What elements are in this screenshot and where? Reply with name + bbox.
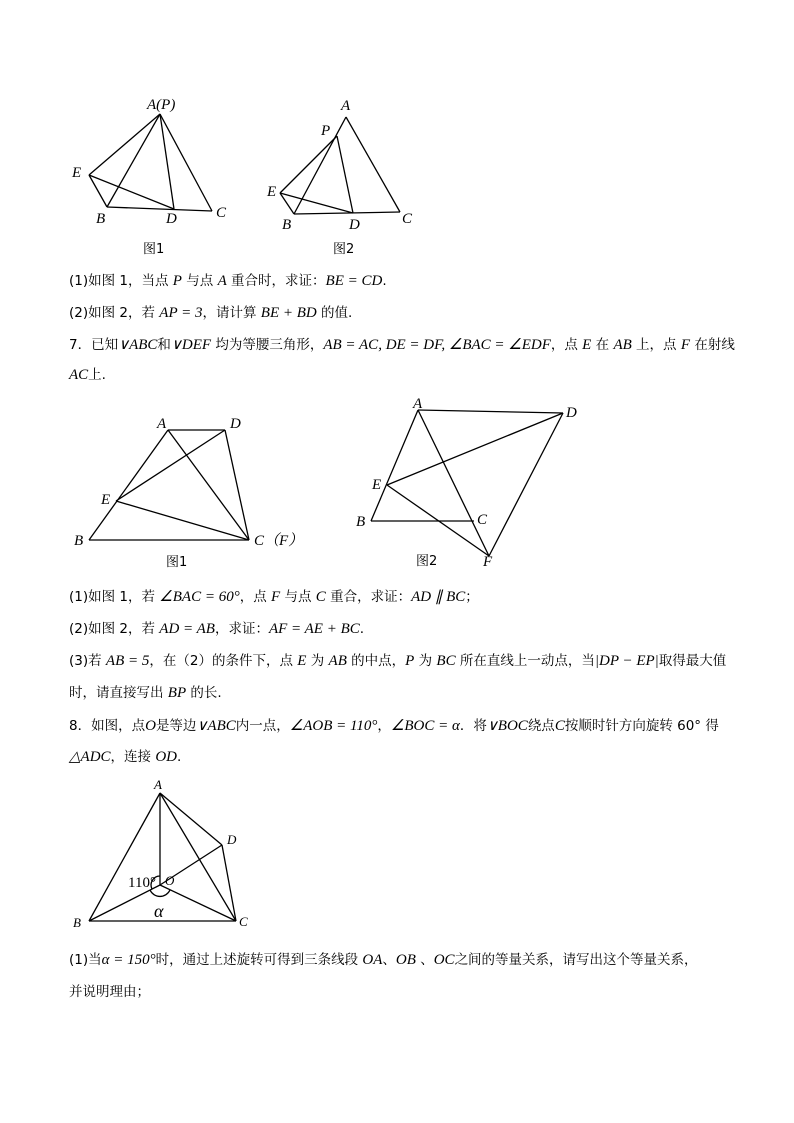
problem-7-statement-2: AC上. — [69, 367, 106, 383]
segment-DF — [489, 413, 563, 556]
label-A: A — [413, 396, 423, 412]
label-A-P: A(P) — [147, 97, 176, 113]
problem-7-statement-1: 7．已知∨ABC和∨DEF 均为等腰三角形，AB = AC, DE = DF, ∠BAC = ∠EDF，点 E 在 AB 上，点 F 在射线 — [69, 337, 735, 353]
label-B: B — [96, 211, 106, 227]
label-D: D — [230, 416, 241, 432]
label-C-F: C（F） — [254, 533, 304, 549]
label-B: B — [74, 533, 84, 549]
figure-caption: 图1 — [166, 555, 188, 570]
problem-7-q2: (2)如图 2，若 AD = AB，求证：AF = AE + BC. — [69, 621, 365, 637]
problem-8-q1: (1)当α = 150°时，通过上述旋转可得到三条线段 OA、OB 、OC之间的等量关系，请写出这个等量关系， — [69, 952, 698, 968]
problem-7-q3: (3)若 AB = 5，在（2）的条件下，点 E 为 AB 的中点，P 为 BC 所在直线上一动点，当|DP − EP|取得最大值 — [69, 653, 727, 669]
label-D: D — [566, 405, 577, 421]
segment-AB — [371, 410, 418, 521]
label-E: E — [72, 165, 82, 181]
figure-8-drawing — [0, 0, 320, 940]
label-F: F — [483, 554, 493, 570]
label-C: C — [216, 205, 227, 221]
segment-AD — [160, 793, 222, 845]
figure-caption: 图1 — [143, 242, 165, 257]
figure-8 — [0, 0, 320, 940]
label-B: B — [73, 915, 81, 930]
problem-8-statement-2: △ADC，连接 OD. — [69, 749, 182, 765]
problem-8-statement-1: 8．如图，点O是等边∨ABC内一点，∠AOB = 110°，∠BOC = α．将∨BOC绕点C按顺时针方向旋转 60° 得 — [69, 718, 719, 734]
problem-8-q1-cont: 并说明理由； — [69, 984, 150, 1000]
segment-AB — [89, 793, 160, 921]
label-C: C — [239, 914, 248, 929]
problem-7-q3-cont: 时，请直接写出 BP 的长. — [69, 685, 222, 701]
problem-6-q2: (2)如图 2，若 AP = 3，请计算 BE + BD 的值. — [69, 305, 353, 321]
problem-6-q1: (1)如图 1，当点 P 与点 A 重合时，求证：BE = CD. — [69, 273, 387, 289]
angle-label-alpha: α — [154, 901, 164, 921]
problem-7-q1: (1)如图 1，若 ∠BAC = 60°，点 F 与点 C 重合，求证：AD ∥ BC； — [69, 589, 479, 605]
label-A: A — [341, 98, 351, 114]
segment-AD — [418, 410, 563, 413]
label-E: E — [267, 184, 277, 200]
label-B: B — [356, 514, 366, 530]
label-D: D — [166, 211, 177, 227]
segment-ED — [387, 413, 563, 485]
label-O: O — [165, 873, 175, 888]
segment-AF — [418, 410, 489, 556]
label-A: A — [154, 777, 162, 792]
label-C: C — [477, 512, 488, 528]
label-E: E — [372, 477, 382, 493]
figure-caption: 图2 — [333, 242, 355, 257]
label-P: P — [321, 123, 331, 139]
label-A: A — [157, 416, 167, 432]
angle-label-110: 110° — [128, 875, 156, 891]
label-D: D — [349, 217, 360, 233]
label-C: C — [402, 211, 413, 227]
label-B: B — [282, 217, 292, 233]
label-E: E — [101, 492, 111, 508]
label-D: D — [227, 832, 237, 847]
figure-caption: 图2 — [416, 554, 438, 569]
